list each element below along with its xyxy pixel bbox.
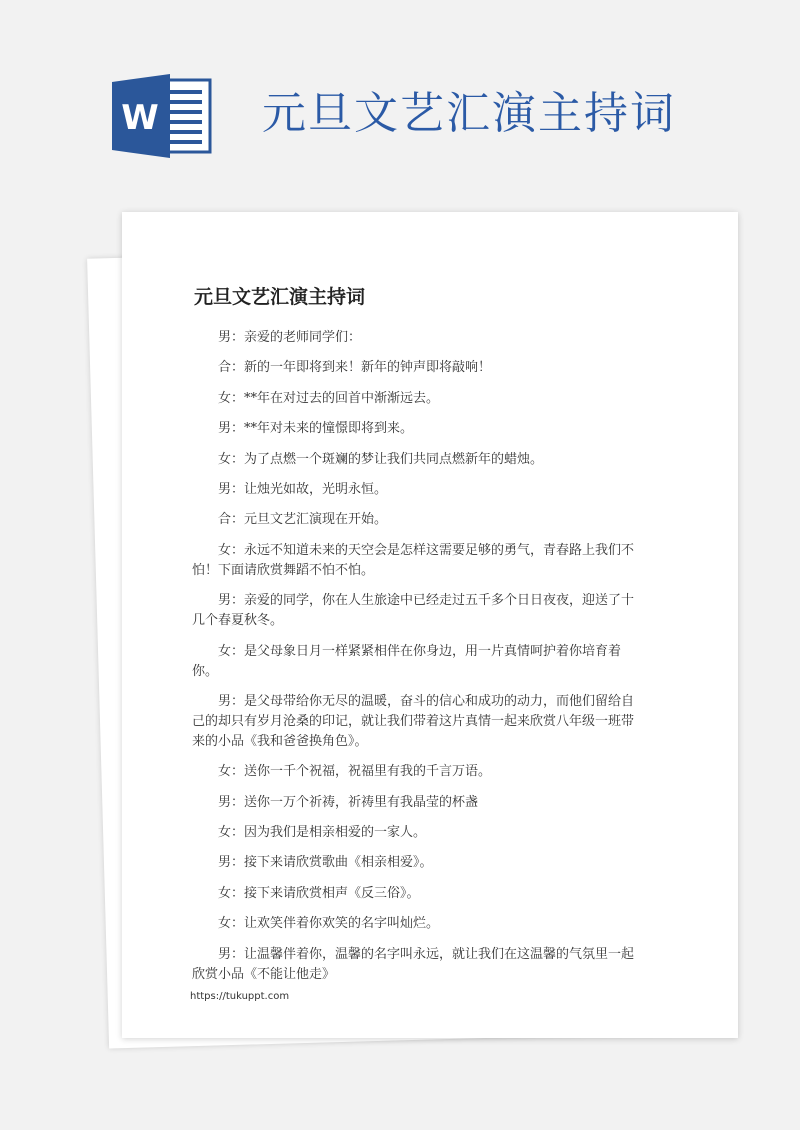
paragraph: 女：是父母象日月一样紧紧相伴在你身边，用一片真情呵护着你培育着你。 — [192, 643, 622, 679]
paragraph: 女：因为我们是相亲相爱的一家人。 — [218, 825, 427, 841]
document-body — [192, 328, 638, 995]
paragraph: 合：新的一年即将到来！新年的钟声即将敲响！ — [218, 360, 492, 376]
footer-url: https://tukuppt.com — [190, 991, 290, 1002]
paragraph: 女：永远不知道未来的天空会是怎样这需要足够的勇气，青春路上我们不怕！下面请欣赏舞蹈不怕不怕。 — [192, 542, 635, 578]
paragraph: 女：**年在对过去的回首中渐渐远去。 — [218, 390, 440, 406]
document-title: 元旦文艺汇演主持词 — [194, 286, 366, 308]
paragraph: 男：让烛光如故，光明永恒。 — [218, 481, 388, 497]
word-logo — [112, 74, 212, 158]
paragraph: 男：让温馨伴着你，温馨的名字叫永远，就让我们在这温馨的气氛里一起欣赏小品《不能让他走》 — [192, 946, 635, 982]
paragraph: 男：亲爱的同学，你在人生旅途中已经走过五千多个日日夜夜，迎送了十几个春夏秋冬。 — [192, 593, 635, 629]
paragraph: 合：元旦文艺汇演现在开始。 — [218, 512, 388, 528]
svg-text:W: W — [121, 98, 159, 138]
paragraph: 女：为了点燃一个斑斓的梦让我们共同点燃新年的蜡烛。 — [218, 451, 544, 467]
paragraph: 男：是父母带给你无尽的温暖，奋斗的信心和成功的动力，而他们留给自己的却只有岁月沧桑的印记，就让我们带着这片真情一起来欣赏八年级一班带来的小品《我和爸爸换角色》。 — [192, 693, 635, 749]
paragraph: 男：接下来请欣赏歌曲《相亲相爱》。 — [218, 855, 433, 871]
paragraph: 女：送你一千个祝福，祝福里有我的千言万语。 — [218, 764, 492, 780]
document-page — [122, 212, 738, 1038]
banner-title: 元旦文艺汇演主持词 — [262, 88, 676, 139]
paragraph: 男：送你一万个祈祷，祈祷里有我晶莹的杯盏 — [218, 794, 479, 810]
paragraph: 女：让欢笑伴着你欢笑的名字叫灿烂。 — [218, 916, 440, 932]
paragraph: 女：接下来请欣赏相声《反三俗》。 — [218, 885, 420, 901]
paragraph: 男：**年对未来的憧憬即将到来。 — [218, 421, 414, 437]
word-document-icon — [112, 74, 212, 158]
paragraph: 男：亲爱的老师同学们： — [218, 330, 362, 345]
